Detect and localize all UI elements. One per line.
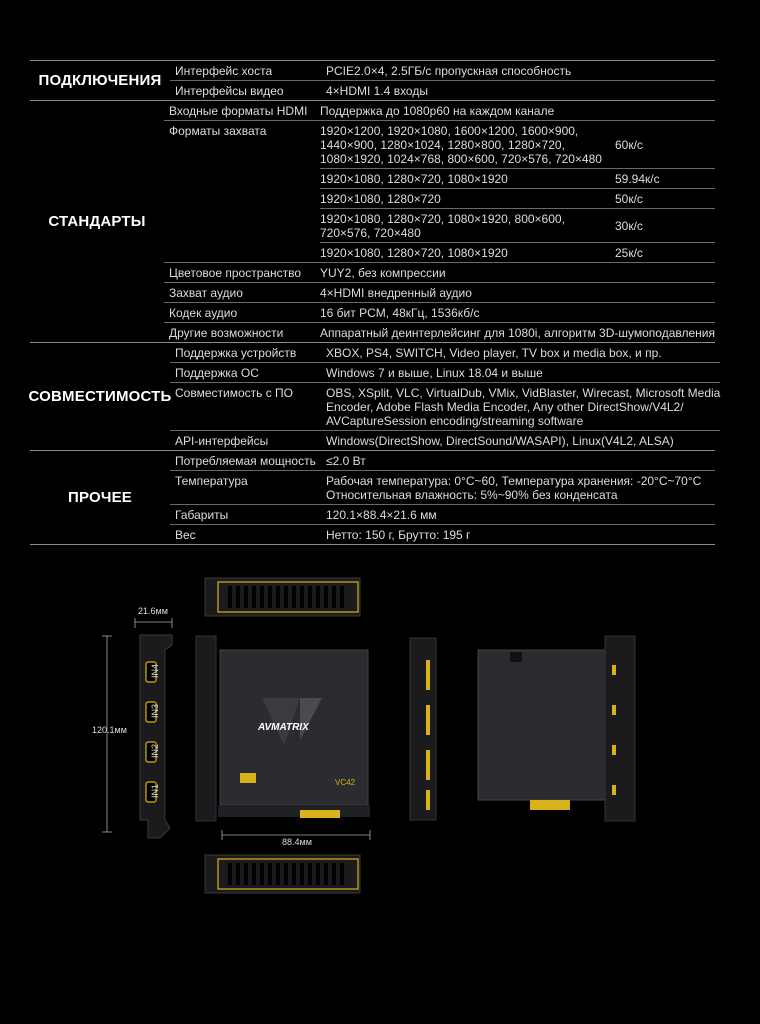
height-dimension-label: 120.1мм [92, 725, 127, 735]
group-title-standards: СТАНДАРТЫ [48, 213, 146, 230]
front-board-view [196, 636, 370, 847]
port-label: IN4 [150, 663, 160, 678]
capture-subrow: 1920×1080, 1280×720, 1080×1920, 800×600, 720×576, 720×480 30к/с [320, 208, 715, 242]
spec-row: Кодек аудио 16 бит PCM, 48кГц, 1536кб/с [164, 302, 715, 322]
model-label: VC42 [335, 778, 356, 787]
group-connection [30, 60, 715, 100]
port-label: IN2 [150, 743, 160, 758]
spec-row: Захват аудио 4×HDMI внедренный аудио [164, 282, 715, 302]
rear-bracket-view [410, 638, 436, 820]
group-other [30, 450, 715, 545]
group-standards [30, 100, 715, 342]
spec-row: Другие возможности Аппаратный деинтерлейсинг для 1080i, алгоритм 3D-шумоподавления [164, 322, 715, 342]
product-dimension-diagram [0, 570, 760, 910]
length-dimension-label: 88.4мм [282, 837, 312, 847]
spec-row: Температура Рабочая температура: 0°C~60, Температура хранения: -20°C~70°C Относительная влажность: 5%~90% без конденсата [170, 470, 715, 504]
spec-row: Габариты 120.1×88.4×21.6 мм [170, 504, 715, 524]
port-label: IN1 [150, 783, 160, 798]
group-compat [28, 342, 721, 450]
spec-row: Входные форматы HDMI Поддержка до 1080p60 на каждом канале [169, 104, 555, 118]
group-title-other: ПРОЧЕЕ [67, 489, 132, 506]
spec-row: Поддержка ОС Windows 7 и выше, Linux 18.04 и выше [170, 362, 720, 382]
bottom-view [205, 855, 360, 893]
width-dimension-label: 21.6мм [138, 606, 168, 616]
top-view [205, 578, 360, 616]
spec-row: Интерфейс хоста PCIE2.0×4, 2.5ГБ/с пропускная способность [175, 64, 572, 78]
capture-formats-row: Форматы захвата 1920×1200, 1920×1080, 1600×1200, 1600×900, 1440×900, 1280×1024, 1280×800, 1280×720, 1080×1920, 1024×768, 800×600, 720×576, 720×480 60к/с 1920×1080, 1280×720, 1080×1920 59.94к/с 1920×1080, 1280×720 50к/с 1920×1080, 1280×720, 1080×1920, 800×600, 720×576, 720×480 30к/с 1920×1080, 1280×720, 1080×1920 25к/с [164, 120, 715, 262]
spec-row: Вес Нетто: 150 г, Брутто: 195 г [170, 524, 715, 544]
spec-row: Совместимость с ПО OBS, XSplit, VLC, VirtualDub, VMix, VidBlaster, Wirecast, Microsoft Media Encoder, Adobe Flash Media Encoder, Any other DirectShow/V4L2/ AVCaptureSession encoding/streaming software [170, 382, 720, 430]
bracket-view [92, 606, 172, 838]
capture-subrow: 1920×1200, 1920×1080, 1600×1200, 1600×900, 1440×900, 1280×1024, 1280×800, 1280×720, 1080×1920, 1024×768, 800×600, 720×576, 720×480 60к/с [320, 124, 643, 166]
spec-row: Интерфейсы видео 4×HDMI 1.4 входы [170, 80, 715, 100]
spec-row: Поддержка устройств XBOX, PS4, SWITCH, Video player, TV box и media box, и пр. [175, 346, 662, 360]
spec-row: API-интерфейсы Windows(DirectShow, DirectSound/WASAPI), Linux(V4L2, ALSA) [170, 430, 720, 450]
group-title-compat: СОВМЕСТИМОСТЬ [28, 388, 172, 405]
back-board-view [478, 636, 635, 821]
spec-row: Потребляемая мощность ≤2.0 Вт [175, 454, 366, 468]
capture-subrow: 1920×1080, 1280×720, 1080×1920 59.94к/с [320, 168, 715, 188]
brand-logo: AVMATRIX [258, 722, 309, 733]
capture-subrow: 1920×1080, 1280×720, 1080×1920 25к/с [320, 242, 715, 262]
spec-row: Цветовое пространство YUY2, без компрессии [164, 262, 715, 282]
group-title-connection: ПОДКЛЮЧЕНИЯ [38, 72, 162, 89]
spec-table [28, 60, 721, 545]
capture-subrow: 1920×1080, 1280×720 50к/с [320, 188, 715, 208]
port-label: IN3 [150, 703, 160, 718]
